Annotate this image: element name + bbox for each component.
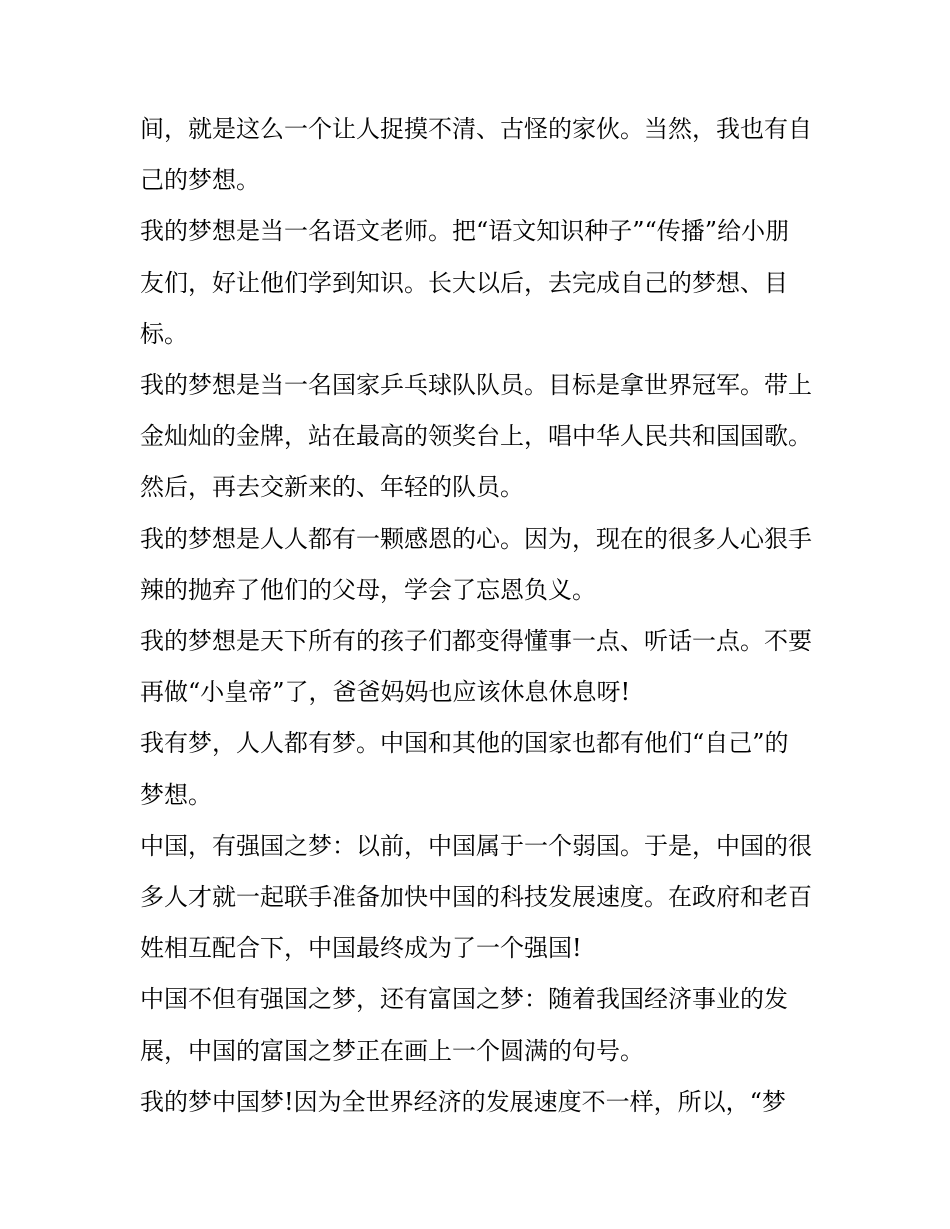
document-body — [140, 104, 812, 1128]
paragraph: 我的梦想是天下所有的孩子们都变得懂事一点、听话一点。不要再做“小皇帝”了，爸爸妈妈也应该休息休息呀! — [140, 627, 812, 707]
paragraph: 我有梦，人人都有梦。中国和其他的国家也都有他们“自己”的梦想。 — [140, 729, 789, 809]
paragraph: 我的梦想是人人都有一颗感恩的心。因为，现在的很多人心狠手辣的抛弃了他们的父母，学会了忘恩负义。 — [140, 524, 812, 604]
paragraph: 中国不但有强国之梦，还有富国之梦：随着我国经济事业的发展，中国的富国之梦正在画上一个圆满的句号。 — [140, 985, 788, 1065]
paragraph: 我的梦想是当一名国家乒乓球队队员。目标是拿世界冠军。带上金灿灿的金牌，站在最高的领奖台上，唱中华人民共和国国歌。然后，再去交新来的、年轻的队员。 — [140, 371, 812, 502]
paragraph: 我的梦中国梦!因为全世界经济的发展速度不一样，所以，“梦 — [140, 1087, 786, 1116]
paragraph: 间，就是这么一个让人捉摸不清、古怪的家伙。当然，我也有自己的梦想。 — [140, 115, 812, 195]
paragraph: 我的梦想是当一名语文老师。把“语文知识种子”“传播”给小朋友们，好让他们学到知识。长大以后，去完成自己的梦想、目标。 — [140, 217, 790, 348]
paragraph: 中国，有强国之梦：以前，中国属于一个弱国。于是，中国的很多人才就一起联手准备加快中国的科技发展速度。在政府和老百姓相互配合下，中国最终成为了一个强国! — [140, 831, 812, 963]
